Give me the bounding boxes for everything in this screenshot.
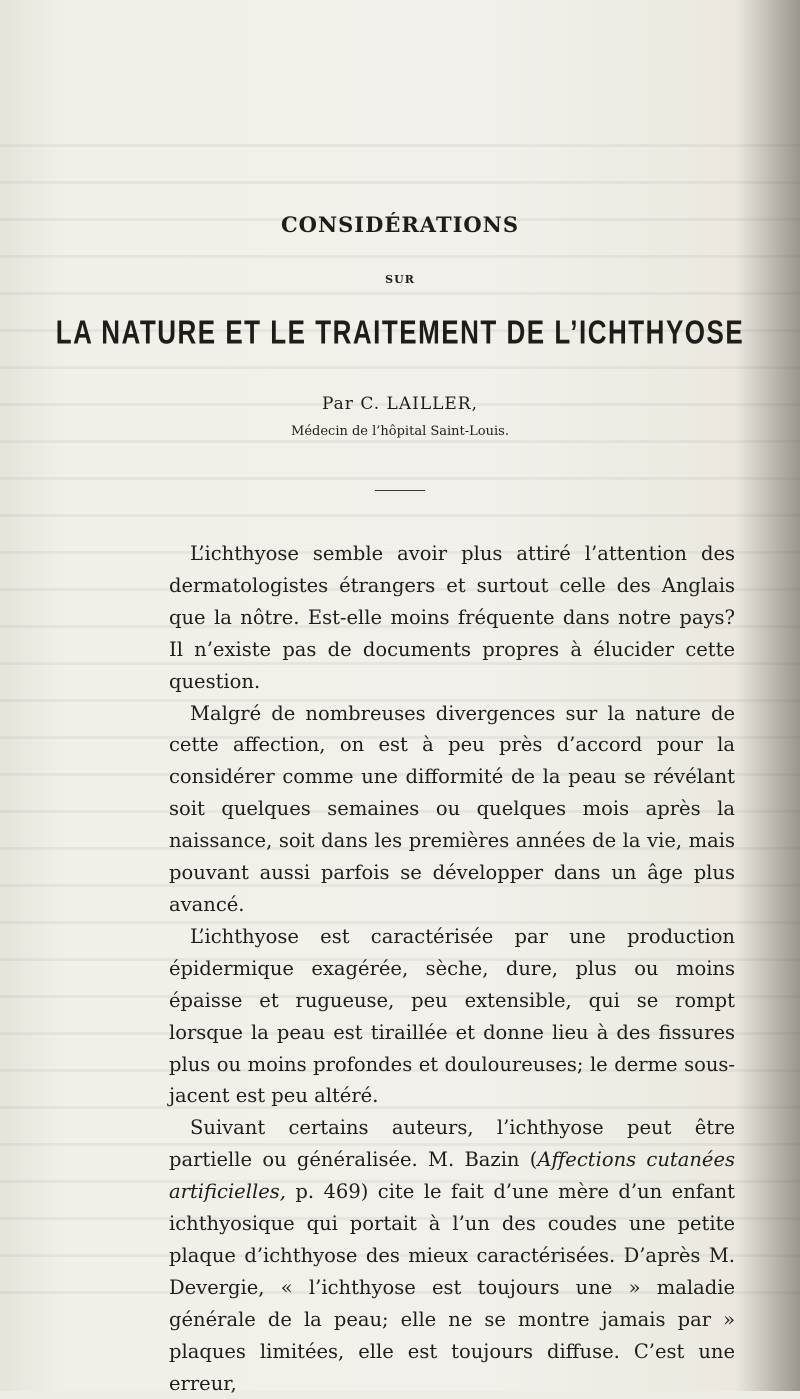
paragraph: L’ichthyose est caractérisée par une production épidermique exagérée, sèche, dure, plus ou moins épaisse et rugueuse, peu extensible, qui se rompt lorsque la peau est tiraillée et donne lieu à des fissures plus ou moins profondes et douloureuses; le derme sous-jacent est peu altéré. (169, 924, 735, 1108)
book-title-italic: Affections cutanées artificielles, (169, 1148, 735, 1204)
body-text (169, 538, 735, 1399)
paragraph-text: Suivant certains auteurs, l’ichthyose peut être partielle ou généralisée. M. Bazin ( (169, 1116, 735, 1172)
title-line-2: SUR (385, 273, 415, 286)
paragraph: L’ichthyose semble avoir plus attiré l’attention des dermatologistes étrangers et surtout celle des Anglais que la nôtre. Est-elle moins fréquente dans notre pays? Il n’existe pas de documents propres à élucider cette question. (169, 542, 735, 693)
separator-rule (375, 490, 425, 491)
paragraph (169, 1112, 735, 1399)
author-byline: Par C. LAILLER, (321, 394, 479, 414)
author-affiliation: Médecin de l’hôpital Saint-Louis. (291, 424, 509, 439)
paragraph-text: p. 469) cite le fait d’une mère d’un enfant ichthyosique qui portait à l’un des coudes une petite plaque d’ichthyose des mieux caractérisées. D’après M. Devergie, « l’ichthyose est toujours une » maladie générale de la peau; elle ne se montre jamais par » plaques limitées, elle est toujours diffuse. C’est une erreur, (169, 1180, 735, 1395)
paragraph: Malgré de nombreuses divergences sur la nature de cette affection, on est à peu près d’accord pour la considérer comme une difformité de la peau se révélant soit quelques semaines ou quelques mois après la naissance, soit dans les premières années de la vie, mais pouvant aussi parfois se développer dans un âge plus avancé. (169, 701, 735, 916)
title-line-3: LA NATURE ET LE TRAITEMENT DE L’ICHTHYOSE (55, 312, 745, 352)
title-line-1: CONSIDÉRATIONS (280, 212, 520, 237)
